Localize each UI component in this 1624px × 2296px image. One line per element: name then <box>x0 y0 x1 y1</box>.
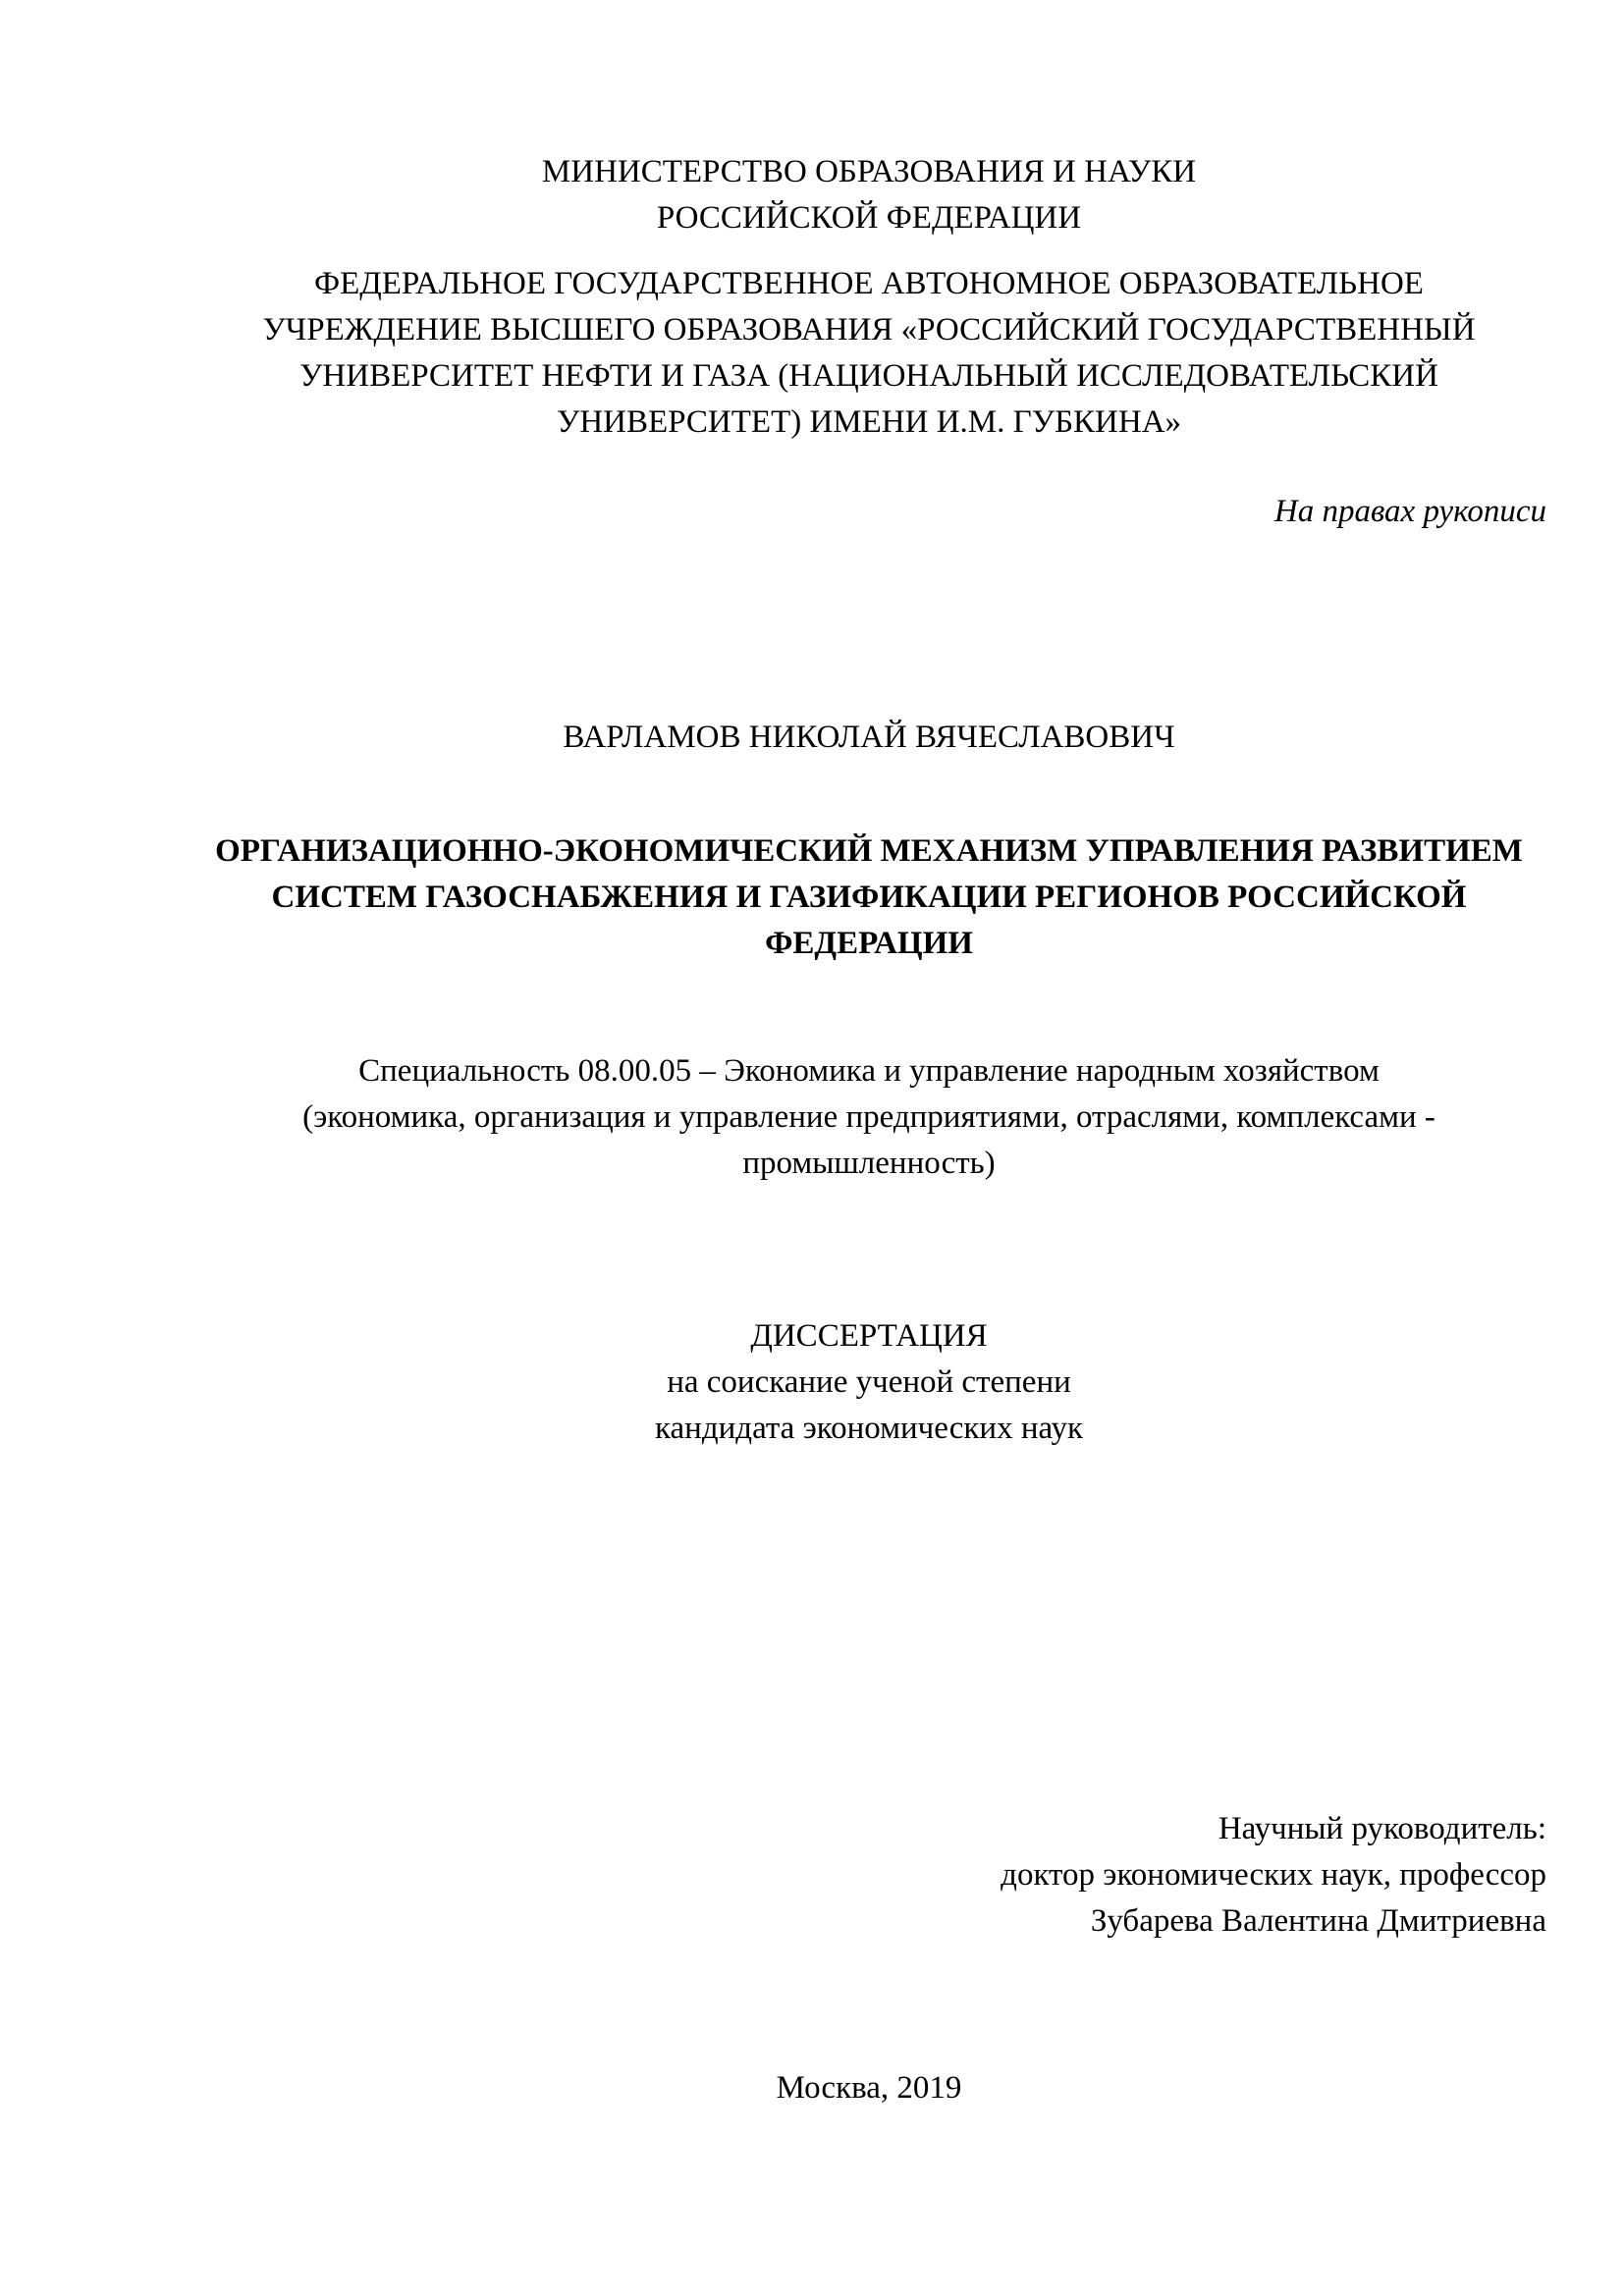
supervisor-section <box>191 1806 1546 1945</box>
institution-line-1: ФЕДЕРАЛЬНОЕ ГОСУДАРСТВЕННОЕ АВТОНОМНОЕ ОБРАЗОВАТЕЛЬНОЕ <box>314 266 1424 301</box>
dissertation-title-line-2: СИСТЕМ ГАЗОСНАБЖЕНИЯ И ГАЗИФИКАЦИИ РЕГИОНОВ РОССИЙСКОЙ <box>271 880 1467 915</box>
dissertation-type-line-1: ДИССЕРТАЦИЯ <box>750 1318 988 1354</box>
institution-line-3: УНИВЕРСИТЕТ НЕФТИ И ГАЗА (НАЦИОНАЛЬНЫЙ ИССЛЕДОВАТЕЛЬСКИЙ <box>299 358 1438 394</box>
dissertation-type-line-2: на соискание ученой степени <box>667 1364 1071 1400</box>
institution-name <box>191 261 1546 446</box>
dissertation-type-line-3: кандидата экономических наук <box>654 1411 1083 1446</box>
specialty-line-2: (экономика, организация и управление предприятиями, отраслями, комплексами - <box>302 1099 1435 1135</box>
supervisor-line-1: Научный руководитель: <box>1218 1811 1546 1846</box>
ministry-line-1: МИНИСТЕРСТВО ОБРАЗОВАНИЯ И НАУКИ <box>541 154 1197 189</box>
ministry-header <box>191 149 1546 241</box>
specialty-section <box>191 1048 1546 1187</box>
dissertation-title <box>191 828 1546 967</box>
manuscript-rights-note: На правах рукописи <box>1273 494 1546 529</box>
city-year: Москва, 2019 <box>776 2070 962 2106</box>
supervisor-line-3: Зубарева Валентина Дмитриевна <box>1090 1903 1546 1939</box>
dissertation-title-line-1: ОРГАНИЗАЦИОННО-ЭКОНОМИЧЕСКИЙ МЕХАНИЗМ УПРАВЛЕНИЯ РАЗВИТИЕМ <box>215 833 1523 869</box>
institution-line-4: УНИВЕРСИТЕТ) ИМЕНИ И.М. ГУБКИНА» <box>556 404 1182 440</box>
ministry-line-2: РОССИЙСКОЙ ФЕДЕРАЦИИ <box>656 200 1082 236</box>
specialty-line-1: Специальность 08.00.05 – Экономика и управление народным хозяйством <box>358 1053 1380 1089</box>
dissertation-title-line-3: ФЕДЕРАЦИИ <box>765 926 973 961</box>
supervisor-line-2: доктор экономических наук, профессор <box>1001 1857 1546 1893</box>
author-name: ВАРЛАМОВ НИКОЛАЙ ВЯЧЕСЛАВОВИЧ <box>563 720 1175 755</box>
institution-line-2: УЧРЕЖДЕНИЕ ВЫСШЕГО ОБРАЗОВАНИЯ «РОССИЙСКИЙ ГОСУДАРСТВЕННЫЙ <box>262 312 1476 347</box>
specialty-line-3: промышленность) <box>742 1146 996 1181</box>
dissertation-type-section <box>191 1313 1546 1452</box>
